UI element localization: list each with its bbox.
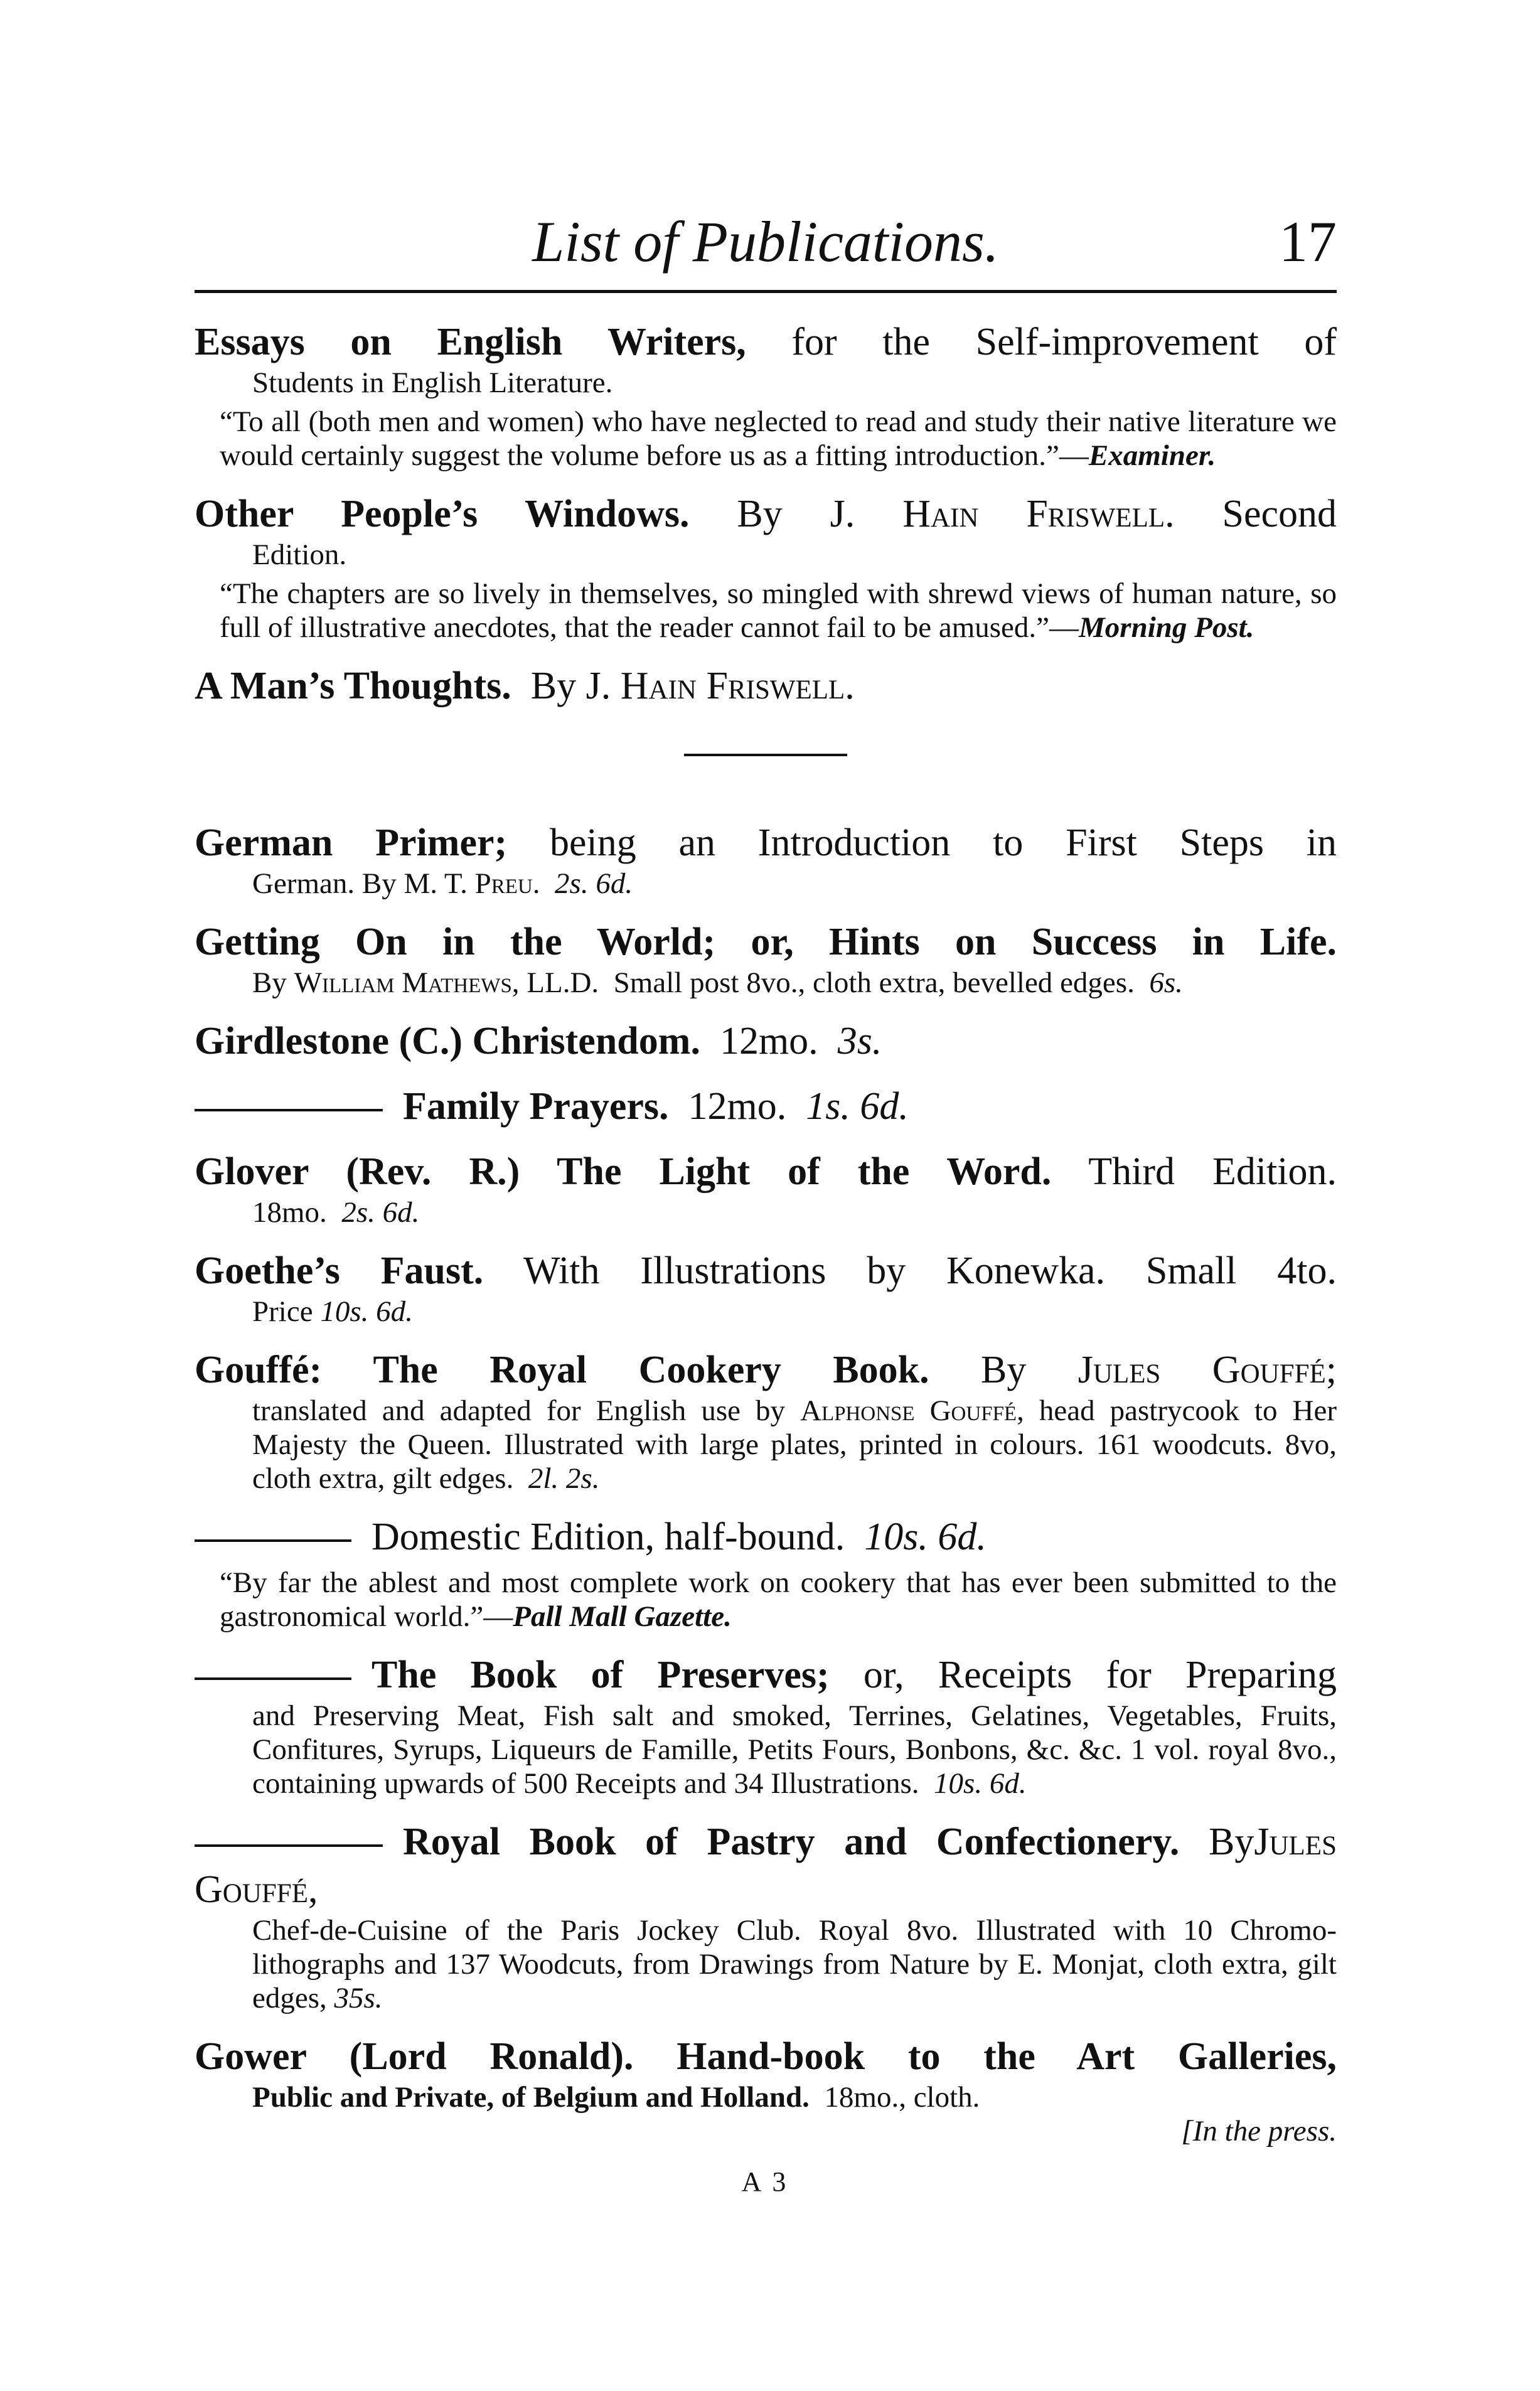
entry-title: Girdlestone (C.) Christendom. [195,1020,700,1062]
entry-format: 18mo. [252,1196,327,1229]
running-title: List of Publications. [532,210,999,274]
entry-price: 2s. 6d. [555,867,633,900]
signature-number: 3 [772,2166,790,2197]
entry-details: Small post 8vo., cloth extra, bevelled [613,966,1053,999]
entry-edition: Second [1222,493,1337,535]
entry-title: German Primer; [195,821,508,864]
ditto-rule [195,1677,351,1680]
entry-edition-cont: Edition. [252,538,347,571]
entry-details-cont: edges. [1060,966,1135,999]
entry-author: Hain Friswell. [902,493,1175,535]
entry-price: 6s. [1149,966,1183,999]
entry-gower [195,2033,1337,2148]
quote-source: Morning Post. [1079,611,1254,644]
quote-source: Examiner. [1088,439,1216,472]
entry-title: Domestic Edition, half-bound. [372,1516,845,1558]
entry-title: Royal Book of Pastry and Confectionery. [403,1821,1180,1863]
review-quote [195,1566,1337,1634]
entry-edition: Third Edition. [1088,1150,1337,1193]
ditto-rule [195,1109,383,1111]
quote-text: “By far the ablest and most complete work on cookery that has ever been submitted to the gastronomical world.”— [220,1566,1337,1633]
entry-price: 3s. [837,1020,882,1062]
entry-status: [In the press. [1181,2115,1337,2148]
entry-details: translated and adapted for English use by [252,1394,786,1427]
entry-by: By J. [737,493,855,535]
entry-title: Other People’s Windows. [195,493,690,535]
entry-subtitle-cont: German. By M. T. [252,867,468,900]
entry-price: 2s. 6d. [341,1196,420,1229]
entry-format: 12mo. [688,1085,787,1128]
entry-subtitle: Public and Private, of Belgium and Holland. [252,2081,810,2114]
entry-thoughts [195,662,1337,710]
entry-domestic [195,1513,1337,1634]
entry-details: and Preserving Meat, Fish salt and smoked, Terrines, Gelatines, Vegetables, Fruits, Confitures, Syrups, Liqueurs de Famille, Petits Fours, Bonbons, &c. &c. 1 vol. royal 8vo., containing upwards of 500 Receipts and 34 Illustrations. [252,1699,1337,1800]
ditto-rule [195,1539,351,1542]
entry-subtitle-cont: Students in English Literature. [252,366,613,399]
entry-format: 12mo. [719,1020,818,1062]
entry-details-cont: head pastrycook to Her Majesty the Queen. Illustrated with large plates, printed in colours. 161 woodcuts. 8vo, cloth extra, gilt edges. [252,1394,1337,1495]
entry-subtitle: for the Self-improvement of [791,321,1337,363]
running-header [195,207,1337,282]
entry-title: Family Prayers. [403,1085,669,1128]
entry-family-prayers [195,1083,1337,1130]
page [195,207,1337,2198]
entry-faust [195,1247,1337,1329]
entry-title: The Book of Preserves; [372,1654,830,1696]
entry-price: 1s. 6d. [806,1085,909,1128]
entry-price-label: Price [252,1295,313,1328]
entry-pastry [195,1818,1337,2015]
entry-details: Chef-de-Cuisine of the Paris Jockey Club. Royal 8vo. Illustrated with 10 Chromo-lithographs and 137 Woodcuts, from Drawings from Nature by E. Monjat, cloth extra, gilt edges, [252,1914,1337,2014]
entry-author: Hain Friswell. [620,665,855,707]
entry-title: Essays on English Writers, [195,321,746,363]
quote-text: “The chapters are so lively in themselves, so mingled with shrewd views of human nature, so full of illustrative anecdotes, that the reader cannot fail to be amused.”— [220,577,1337,644]
entry-format: 18mo., cloth. [824,2081,980,2114]
entry-by: By [981,1349,1027,1391]
entry-author: William Mathews, LL.D. [294,966,599,999]
entry-title: Goethe’s Faust. [195,1249,484,1292]
entry-author: Jules Gouffé, [195,1821,1337,1911]
header-rule [195,290,1337,293]
review-quote [195,577,1337,645]
entry-gouffe [195,1346,1337,1495]
entry-german-primer [195,819,1337,901]
signature-mark [195,2166,1337,2198]
entry-subtitle: being an Introduction to First Steps in [549,821,1337,864]
ditto-rule [195,1844,383,1847]
entry-author: Preu. [474,867,540,900]
entry-title: Getting On in the World; or, Hints on Success in Life. [195,921,1337,963]
entry-title: A Man’s Thoughts. [195,665,511,707]
entry-by: By J. [530,665,611,707]
entry-translator: Alphonse Gouffé, [800,1394,1024,1427]
page-number: 17 [1279,210,1337,274]
review-quote [195,405,1337,473]
entry-author: Jules Gouffé; [1077,1349,1337,1391]
entry-by: By [1209,1821,1254,1863]
entry-essays [195,318,1337,473]
entry-title: Gower (Lord Ronald). Hand-book to the Art Galleries, [195,2035,1337,2078]
entry-price: 10s. 6d. [864,1516,987,1558]
entry-preserves [195,1651,1337,1800]
entry-getting-on [195,918,1337,1000]
entry-subtitle: or, Receipts for Preparing [863,1654,1337,1696]
entry-title: Glover (Rev. R.) The Light of the Word. [195,1150,1052,1193]
entry-windows [195,490,1337,645]
entry-price: 35s. [334,1982,383,2014]
quote-text: “To all (both men and women) who have neglected to read and study their native literature we would certainly suggest the volume before us as a fitting introduction.”— [220,405,1337,472]
section-separator [684,754,847,756]
entry-girdlestone [195,1017,1337,1065]
entry-price: 10s. 6d. [934,1767,1027,1800]
quote-source: Pall Mall Gazette. [513,1600,732,1633]
signature-letter: A [741,2166,766,2197]
entry-price: 2l. 2s. [528,1462,600,1495]
entry-subtitle: With Illustrations by Konewka. Small 4to. [523,1249,1337,1292]
entry-price: 10s. 6d. [320,1295,413,1328]
entry-title: Gouffé: The Royal Cookery Book. [195,1349,929,1391]
entry-glover [195,1148,1337,1229]
entry-by: By [252,966,287,999]
